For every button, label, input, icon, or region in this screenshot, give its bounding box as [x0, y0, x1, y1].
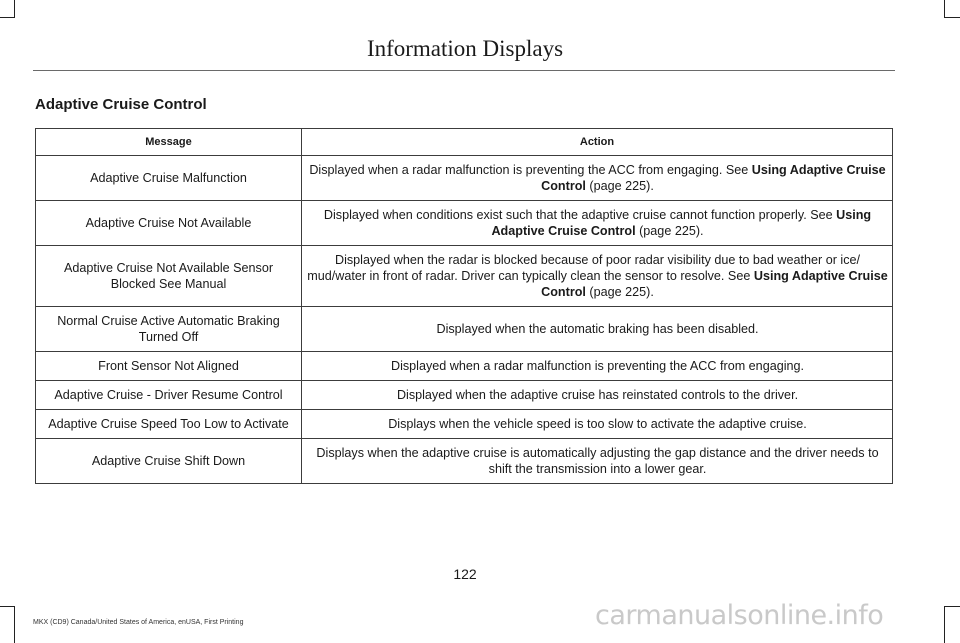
section-title: Adaptive Cruise Control — [35, 96, 207, 113]
page-reference: (page 225). — [635, 224, 704, 238]
action-cell — [302, 307, 893, 352]
crop-mark — [944, 606, 945, 643]
message-cell: Adaptive Cruise Not Available Sensor Blocked See Manual — [36, 246, 302, 307]
table-body — [36, 156, 893, 484]
column-header-message: Message — [36, 129, 302, 156]
messages-table — [35, 128, 893, 484]
table-row — [36, 352, 893, 381]
page-reference: (page 225). — [585, 285, 654, 299]
action-cell — [302, 201, 893, 246]
crop-mark — [945, 606, 960, 607]
message-cell: Adaptive Cruise Speed Too Low to Activate — [36, 410, 302, 439]
action-text: Displayed when the radar is blocked because of poor radar visibility due to bad weather or ice/ mud/water in front of radar. Driver can typically clean the sensor to resolve. See — [307, 253, 861, 283]
message-cell: Adaptive Cruise - Driver Resume Control — [36, 381, 302, 410]
action-text: Displayed when the automatic braking has been disabled. — [436, 322, 759, 336]
watermark: carmanualsonline.info — [595, 600, 884, 631]
page-header-title: Information Displays — [366, 36, 564, 61]
crop-mark — [14, 606, 15, 643]
message-cell: Adaptive Cruise Shift Down — [36, 439, 302, 484]
action-cell — [302, 246, 893, 307]
table-row — [36, 439, 893, 484]
page-number: 122 — [453, 566, 477, 582]
crop-mark — [944, 0, 945, 18]
table-row — [36, 307, 893, 352]
crop-mark — [0, 606, 14, 607]
action-cell — [302, 156, 893, 201]
action-text: Displayed when conditions exist such that the adaptive cruise cannot function properly. See — [323, 208, 837, 222]
table-row — [36, 156, 893, 201]
action-cell — [302, 352, 893, 381]
action-text: Displayed when the adaptive cruise has reinstated controls to the driver. — [396, 388, 799, 402]
cross-reference-link[interactable]: Using Adaptive Cruise Control — [541, 163, 886, 193]
message-cell: Adaptive Cruise Malfunction — [36, 156, 302, 201]
action-text: Displays when the vehicle speed is too slow to activate the adaptive cruise. — [388, 417, 807, 431]
table-header-row — [36, 129, 893, 156]
table-row — [36, 246, 893, 307]
message-cell: Adaptive Cruise Not Available — [36, 201, 302, 246]
header-divider — [33, 70, 895, 71]
crop-mark — [14, 0, 15, 18]
crop-mark — [0, 17, 14, 18]
edition-footnote: MKX (CD9) Canada/United States of America, enUSA, First Printing — [33, 619, 244, 626]
table-row — [36, 201, 893, 246]
action-text: Displayed when a radar malfunction is preventing the ACC from engaging. See — [309, 163, 752, 177]
action-cell — [302, 381, 893, 410]
page-reference: (page 225). — [585, 179, 654, 193]
message-cell: Normal Cruise Active Automatic Braking Turned Off — [36, 307, 302, 352]
message-cell: Front Sensor Not Aligned — [36, 352, 302, 381]
column-header-action: Action — [302, 129, 893, 156]
table-row — [36, 410, 893, 439]
table-row — [36, 381, 893, 410]
action-cell — [302, 410, 893, 439]
cross-reference-link[interactable]: Using Adaptive Cruise Control — [541, 269, 888, 299]
action-cell — [302, 439, 893, 484]
cross-reference-link[interactable]: Using Adaptive Cruise Control — [491, 208, 872, 238]
action-text: Displayed when a radar malfunction is preventing the ACC from engaging. — [390, 359, 805, 373]
action-text: Displays when the adaptive cruise is automatically adjusting the gap distance and the driver needs to shift the transmission into a lower gear. — [316, 446, 879, 476]
crop-mark — [945, 17, 960, 18]
